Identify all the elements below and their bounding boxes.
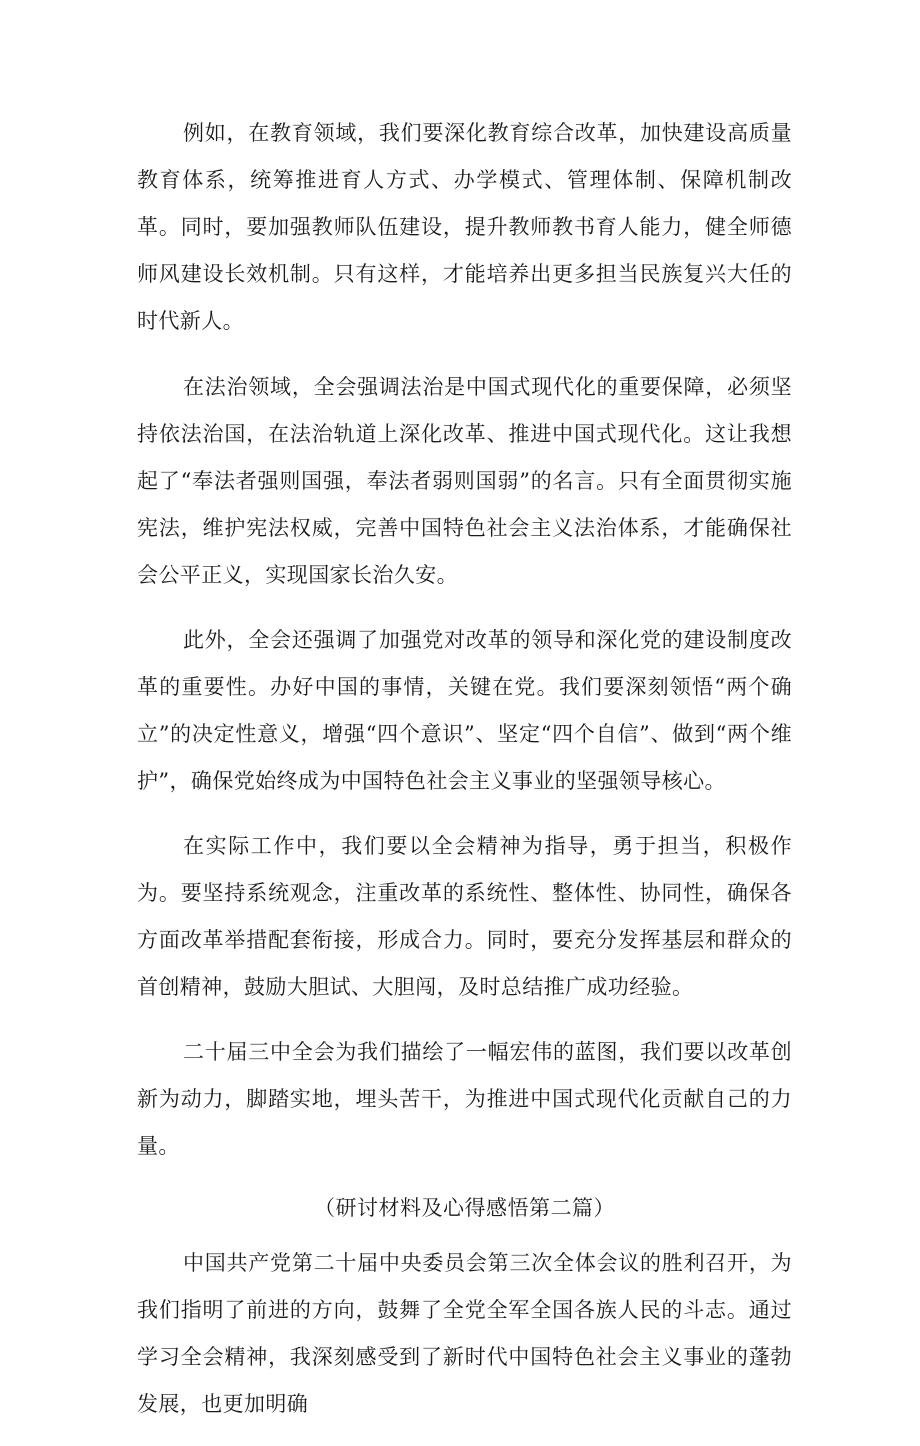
paragraph-practical-work: 在实际工作中，我们要以全会精神为指导，勇于担当，积极作为。要坚持系统观念，注重改革的系统性、整体性、协同性，确保各方面改革举措配套衔接，形成合力。同时，要充分发挥基层和群众的首创精神，鼓励大胆试、大胆闯，及时总结推广成功经验。 (137, 834, 792, 999)
paragraph-blueprint: 二十届三中全会为我们描绘了一幅宏伟的蓝图，我们要以改革创新为动力，脚踏实地，埋头苦干，为推进中国式现代化贡献自己的力量。 (137, 1040, 792, 1158)
document-body (137, 110, 792, 1446)
paragraph-second-article-intro: 中国共产党第二十届中央委员会第三次全体会议的胜利召开，为我们指明了前进的方向，鼓舞了全党全军全国各族人民的斗志。通过学习全会精神，我深刻感受到了新时代中国特色社会主义事业的蓬勃发展，也更加明确 (137, 1251, 792, 1416)
paragraph-rule-of-law: 在法治领域，全会强调法治是中国式现代化的重要保障，必须坚持依法治国，在法治轨道上深化改革、推进中国式现代化。这让我想起了“奉法者强则国强，奉法者弱则国弱”的名言。只有全面贯彻实施宪法，维护宪法权威，完善中国特色社会主义法治体系，才能确保社会公平正义，实现国家长治久安。 (137, 375, 792, 587)
paragraph-party-leadership: 此外，全会还强调了加强党对改革的领导和深化党的建设制度改革的重要性。办好中国的事情，关键在党。我们要深刻领悟“两个确立”的决定性意义，增强“四个意识”、坚定“四个自信”、做到“两个维护”，确保党始终成为中国特色社会主义事业的坚强领导核心。 (137, 628, 792, 793)
section-heading: （研讨材料及心得感悟第二篇） (314, 1196, 615, 1220)
paragraph-education: 例如，在教育领域，我们要深化教育综合改革，加快建设高质量教育体系，统筹推进育人方式、办学模式、管理体制、保障机制改革。同时，要加强教师队伍建设，提升教师教书育人能力，健全师德师风建设长效机制。只有这样，才能培养出更多担当民族复兴大任的时代新人。 (137, 121, 792, 333)
